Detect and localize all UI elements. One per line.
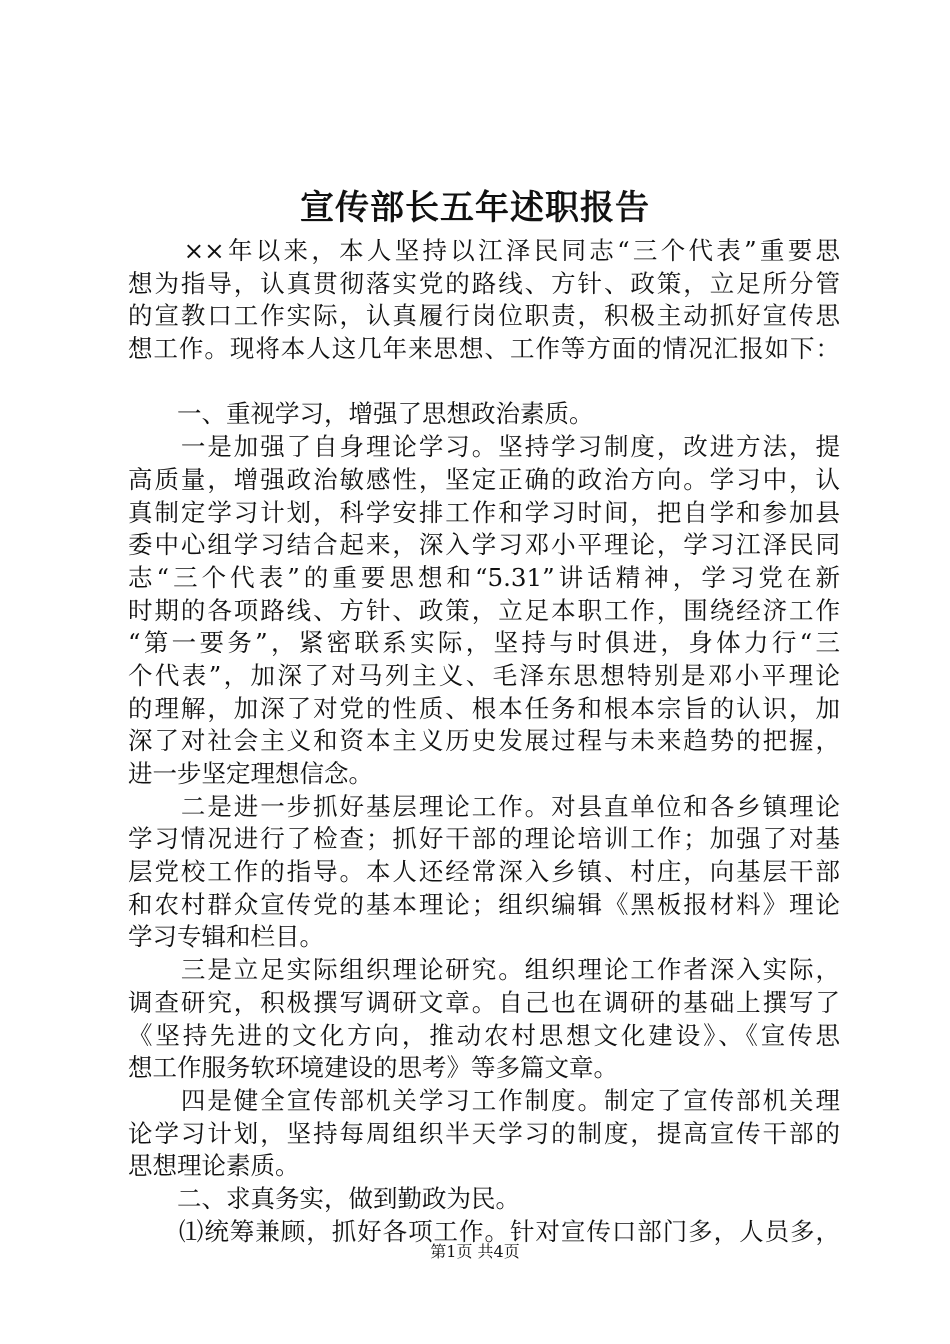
text-line: 调查研究，积极撰写调研文章。自己也在调研的基础上撰写了 (128, 987, 840, 1017)
text-line: 进一步坚定理想信念。 (128, 759, 373, 788)
page-footer: 第1页 共4页 (430, 1242, 520, 1261)
text-line: 真制定学习计划，科学安排工作和学习时间，把自学和参加县 (128, 497, 840, 527)
text-line: 《坚持先进的文化方向，推动农村思想文化建设》、《宣传思 (128, 1020, 840, 1050)
text-line: 层党校工作的指导。本人还经常深入乡镇、村庄，向基层干部 (128, 857, 840, 887)
document-title: 宣传部长五年述职报告 (300, 188, 650, 228)
text-line: 一、重视学习，增强了思想政治素质。 (128, 399, 594, 429)
text-line: ⑴统筹兼顾，抓好各项工作。针对宣传口部门多，人员多， (128, 1216, 840, 1246)
text-line: 时期的各项路线、方针、政策，立足本职工作，围绕经济工作 (128, 595, 840, 625)
text-line: 想为指导，认真贯彻落实党的路线、方针、政策，立足所分管 (128, 268, 840, 298)
text-line: 思想理论素质。 (128, 1151, 300, 1181)
text-line: 二是进一步抓好基层理论工作。对县直单位和各乡镇理论 (128, 791, 840, 821)
text-line: 四是健全宣传部机关学习工作制度。制定了宣传部机关理 (128, 1085, 840, 1115)
text-line: 高质量，增强政治敏感性，坚定正确的政治方向。学习中，认 (128, 464, 840, 494)
text-line: ××年以来，本人坚持以江泽民同志“三个代表”重要思 (128, 236, 840, 265)
text-line: 二、求真务实，做到勤政为民。 (128, 1183, 520, 1213)
blank-line (128, 366, 840, 399)
text-line: 的宣教口工作实际，认真履行岗位职责，积极主动抓好宣传思 (128, 301, 840, 331)
text-line: 学习情况进行了检查；抓好干部的理论培训工作；加强了对基 (128, 824, 840, 854)
text-line: 一是加强了自身理论学习。坚持学习制度，改进方法，提 (128, 432, 840, 462)
text-line: 个代表”，加深了对马列主义、毛泽东思想特别是邓小平理论 (128, 660, 840, 690)
text-line: 深了对社会主义和资本主义历史发展过程与未来趋势的把握， (128, 726, 840, 756)
text-line: 和农村群众宣传党的基本理论；组织编辑《黑板报材料》理论 (128, 889, 840, 919)
text-line: 志“三个代表”的重要思想和“5.31”讲话精神，学习党在新 (128, 562, 840, 592)
text-line: 三是立足实际组织理论研究。组织理论工作者深入实际， (128, 955, 840, 985)
text-line: 委中心组学习结合起来，深入学习邓小平理论，学习江泽民同 (128, 530, 840, 560)
text-line: 论学习计划，坚持每周组织半天学习的制度，提高宣传干部的 (128, 1118, 840, 1148)
text-line: 想工作服务软环境建设的思考》等多篇文章。 (128, 1053, 618, 1083)
text-line: “第一要务”，紧密联系实际，坚持与时俱进，身体力行“三 (128, 628, 840, 658)
text-line: 学习专辑和栏目。 (128, 922, 324, 952)
text-line: 的理解，加深了对党的性质、根本任务和根本宗旨的认识，加 (128, 693, 840, 723)
text-line: 想工作。现将本人这几年来思想、工作等方面的情况汇报如下： (128, 334, 840, 364)
document-body (128, 235, 840, 1248)
